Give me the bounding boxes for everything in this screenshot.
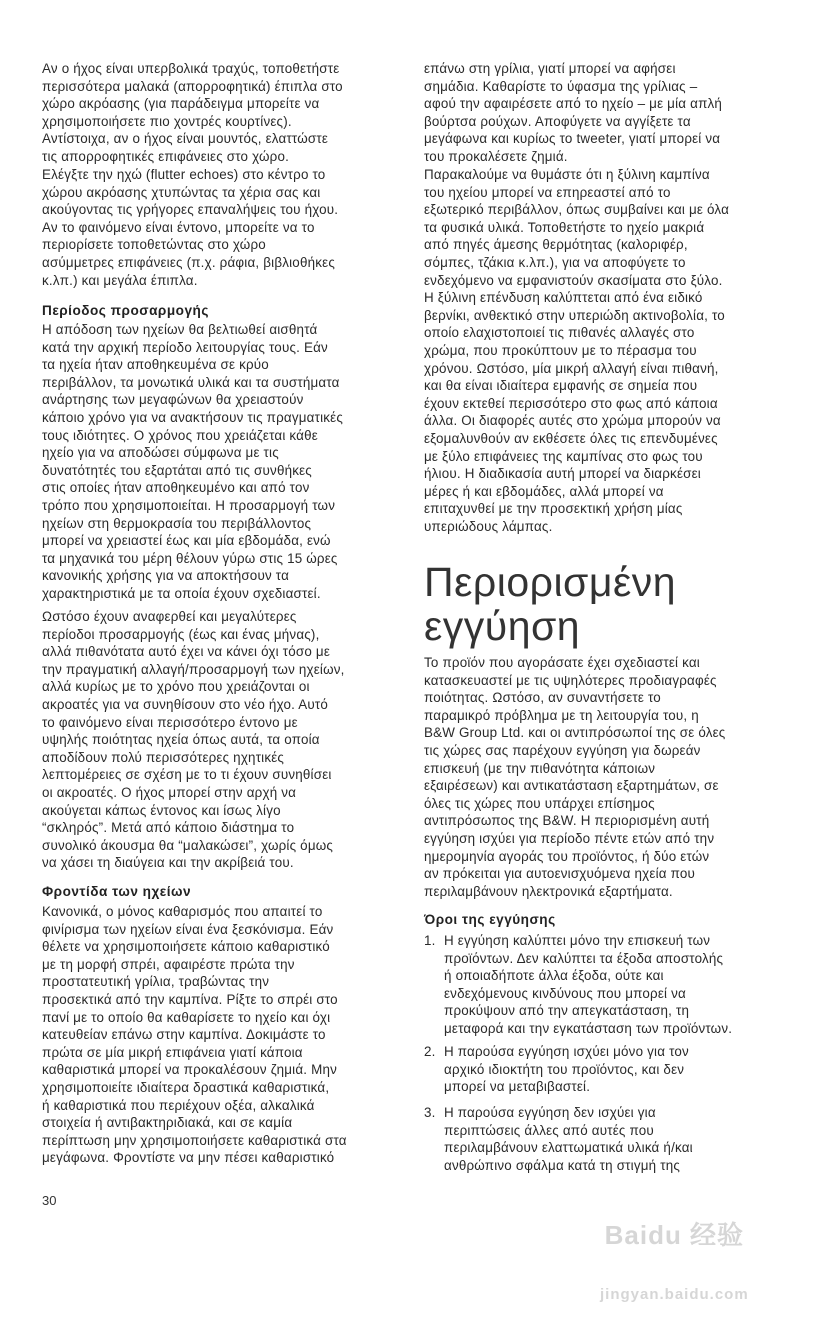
watermark-logo: Baidu 经验: [604, 1220, 745, 1250]
watermark-url: jingyan.baidu.com: [600, 1286, 749, 1303]
paragraph: Ελέγξτε την ηχώ (flutter echoes) στο κέντρο το χώρου ακρόασης χτυπώντας τα χέρια σας και ακούγοντας τις γρήγορες επαναλήψεις του ήχου. Αν το φαινόμενο είναι έντονο, μπορείτε να το περιορίσετε τοποθετώντας στο χώρο ασύμμετρες επιφάνειες (π.χ. ράφια, βιβλιοθήκες κ.λπ.) και μεγάλα έπιπλα.: [42, 167, 339, 288]
list-number: 2.: [424, 1044, 436, 1059]
section-heading: Φροντίδα των ηχείων: [42, 884, 192, 899]
section-heading: Όροι της εγγύησης: [424, 912, 556, 927]
paragraph: Το προϊόν που αγοράσατε έχει σχεδιαστεί και κατασκευαστεί με τις υψηλότερες προδιαγραφές ποιότητας. Ωστόσο, αν συναντήσετε το παραμικρό πρόβλημα με τη λειτουργία του, η B&W Group Ltd. και οι αντιπρόσωποί της σε όλες τις χώρες σας παρέχουν εγγύηση για δωρεάν επισκευή (με την πιθανότητα κάποιων εξαιρέσεων) και αντικατάσταση εξαρτημάτων, σε όλες τις χώρες που υπάρχει επίσημος αντιπρόσωπος της B&W. Η περιορισμένη αυτή εγγύηση ισχύει για περίοδο πέντε ετών από την ημερομηνία αγοράς του προϊόντος, ή δύο ετών αν πρόκειται για αυτοενισχυόμενα ηχεία που περιλαμβάνουν ηλεκτρονικά εξαρτήματα.: [424, 655, 726, 899]
list-number: 3.: [424, 1105, 436, 1120]
list-text: Η εγγύηση καλύπτει μόνο την επισκευή των προϊόντων. Δεν καλύπτει τα έξοδα αποστολής ή οποιαδήποτε άλλα έξοδα, ούτε και ενδεχόμενους κινδύνους που μπορεί να προκύψουν από την απεγκατάσταση, τη μεταφορά και την εγκατάσταση των προϊόντων.: [444, 933, 733, 1036]
watermark: [600, 1184, 749, 1322]
list-text: Η παρούσα εγγύηση ισχύει μόνο για τον αρχικό ιδιοκτήτη του προϊόντος, και δεν μπορεί να μεταβιβαστεί.: [444, 1044, 689, 1095]
paragraph: επάνω στη γρίλια, γιατί μπορεί να αφήσει σημάδια. Καθαρίστε το ύφασμα της γρίλιας – αφού την αφαιρέσετε από το ηχείο – με μία απλή βούρτσα ρούχων. Αποφύγετε να αγγίξετε τα μεγάφωνα και κυρίως το tweeter, γιατί μπορεί να του προκαλέσετε ζημιά.: [424, 61, 723, 164]
paragraph: Κανονικά, ο μόνος καθαρισμός που απαιτεί το φινίρισμα των ηχείων είναι ένα ξεσκόνισμα. Εάν θέλετε να χρησιμοποιήσετε κάποιο καθαριστικό με τη μορφή σπρέι, αφαιρέστε πρώτα την προστατευτική γρίλια, τραβώντας την προσεκτικά από την καμπίνα. Ρίξτε το σπρέι στο πανί με το οποίο θα καθαρίσετε το ηχείο και όχι κατευθείαν επάνω στην καμπίνα. Δοκιμάστε το πρώτα σε μία μικρή επιφάνεια γιατί κάποια καθαριστικά μπορεί να προκαλέσουν ζημιά. Μην χρησιμοποιείτε ιδιαίτερα δραστικά καθαριστικά, ή καθαριστικά που περιέχουν οξέα, αλκαλικά στοιχεία ή αντιβακτηριδιακά, και σε καμία περίπτωση μην χρησιμοποιήσετε καθαριστικά στα μεγάφωνα. Φροντίστε να μην πέσει καθαριστικό: [42, 904, 347, 1166]
paragraph: Αν ο ήχος είναι υπερβολικά τραχύς, τοποθετήστε περισσότερα μαλακά (απορροφητικά) έπιπλα στο χώρο ακρόασης (για παράδειγμα μπορείτε να χρησιμοποιήσετε πιο χοντρές κουρτίνες). Αντίστοιχα, αν ο ήχος είναι μουντός, ελαττώστε τις απορροφητικές επιφάνειες στο χώρο.: [42, 61, 343, 164]
section-heading: Περίοδος προσαρμογής: [42, 303, 209, 318]
page-title: Περιορισμένη εγγύηση: [424, 559, 677, 649]
page-number: 30: [42, 1193, 57, 1208]
paragraph: Παρακαλούμε να θυμάστε ότι η ξύλινη καμπίνα του ηχείου μπορεί να επηρεαστεί από το εξωτερικό περιβάλλον, όπως συμβαίνει και με όλα τα φυσικά υλικά. Τοποθετήστε το ηχείο μακριά από πηγές άμεσης θερμότητας (καλοριφέρ, σόμπες, τζάκια κ.λπ.), για να αποφύγετε το ενδεχόμενο να εμφανιστούν σκασίματα στο ξύλο. Η ξύλινη επένδυση καλύπτεται από ένα ειδικό βερνίκι, ανθεκτικό στην υπεριώδη ακτινοβολία, το οποίο ελαχιστοποιεί τις πιθανές αλλαγές στο χρώμα, που προκύπτουν με το πέρασμα του χρόνου. Ωστόσο, μία μικρή αλλαγή είναι πιθανή, και θα είναι ιδιαίτερα εμφανής σε σημεία που έχουν εκτεθεί περισσότερο στο φως από κάποια άλλα. Οι διαφορές αυτές στο χρώμα μπορούν να εξομαλυνθούν αν εκθέσετε όλες τις επενδυμένες με ξύλο επιφάνειες της καμπίνας στο φως του ήλιου. Η διαδικασία αυτή μπορεί να διαρκέσει μέρες ή και εβδομάδες, αλλά μπορεί να επιταχυνθεί με την προσεκτική χρήση μίας υπεριώδους λάμπας.: [424, 167, 730, 534]
paragraph: Ωστόσο έχουν αναφερθεί και μεγαλύτερες περίοδοι προσαρμογής (έως και ένας μήνας), αλλά πιθανότατα αυτό έχει να κάνει όχι τόσο με την πραγματική αλλαγή/προσαρμογή των ηχείων, αλλά κυρίως με το χρόνο που χρειάζονται οι ακροατές για να συνηθίσουν στο νέο ήχο. Αυτό το φαινόμενο είναι περισσότερο έντονο με υψηλής ποιότητας ηχεία όπως αυτά, τα οποία αποδίδουν πολύ περισσότερες ηχητικές λεπτομέρειες σε σχέση με το τι έχουν συνηθίσει οι ακροατές. Ο ήχος μπορεί στην αρχή να ακούγεται κάπως έντονος και ίσως λίγο “σκληρός”. Μετά από κάποιο διάστημα το συνολικό άκουσμα θα “μαλακώσει”, χωρίς όμως να χάσει τη διαύγεια και την ακρίβειά του.: [42, 609, 345, 871]
list-text: Η παρούσα εγγύηση δεν ισχύει για περιπτώσεις άλλες από αυτές που περιλαμβάνουν ελαττωματικά υλικά ή/και ανθρώπινο σφάλμα κατά τη στιγμή της: [444, 1105, 693, 1173]
list-number: 1.: [424, 933, 436, 948]
paragraph: Η απόδοση των ηχείων θα βελτιωθεί αισθητά κατά την αρχική περίοδο λειτουργίας τους. Εάν τα ηχεία ήταν αποθηκευμένα σε κρύο περιβάλλον, τα μονωτικά υλικά και τα συστήματα ανάρτησης των μεγαφώνων θα χρειαστούν κάποιο χρόνο για να ανακτήσουν τις πραγματικές τους ιδιότητες. Ο χρόνος που χρειάζεται κάθε ηχείο για να αποδώσει σύμφωνα με τις δυνατότητές του εξαρτάται από τις συνθήκες στις οποίες ήταν αποθηκευμένο και από τον τρόπο που χρησιμοποιείται. Η προσαρμογή των ηχείων στη θερμοκρασία του περιβάλλοντος μπορεί να χρειαστεί έως και μία εβδομάδα, ενώ τα μηχανικά του μέρη θέλουν γύρω στις 15 ώρες κανονικής χρήσης για να αποκτήσουν τα χαρακτηριστικά με τα οποία έχουν σχεδιαστεί.: [42, 322, 343, 601]
